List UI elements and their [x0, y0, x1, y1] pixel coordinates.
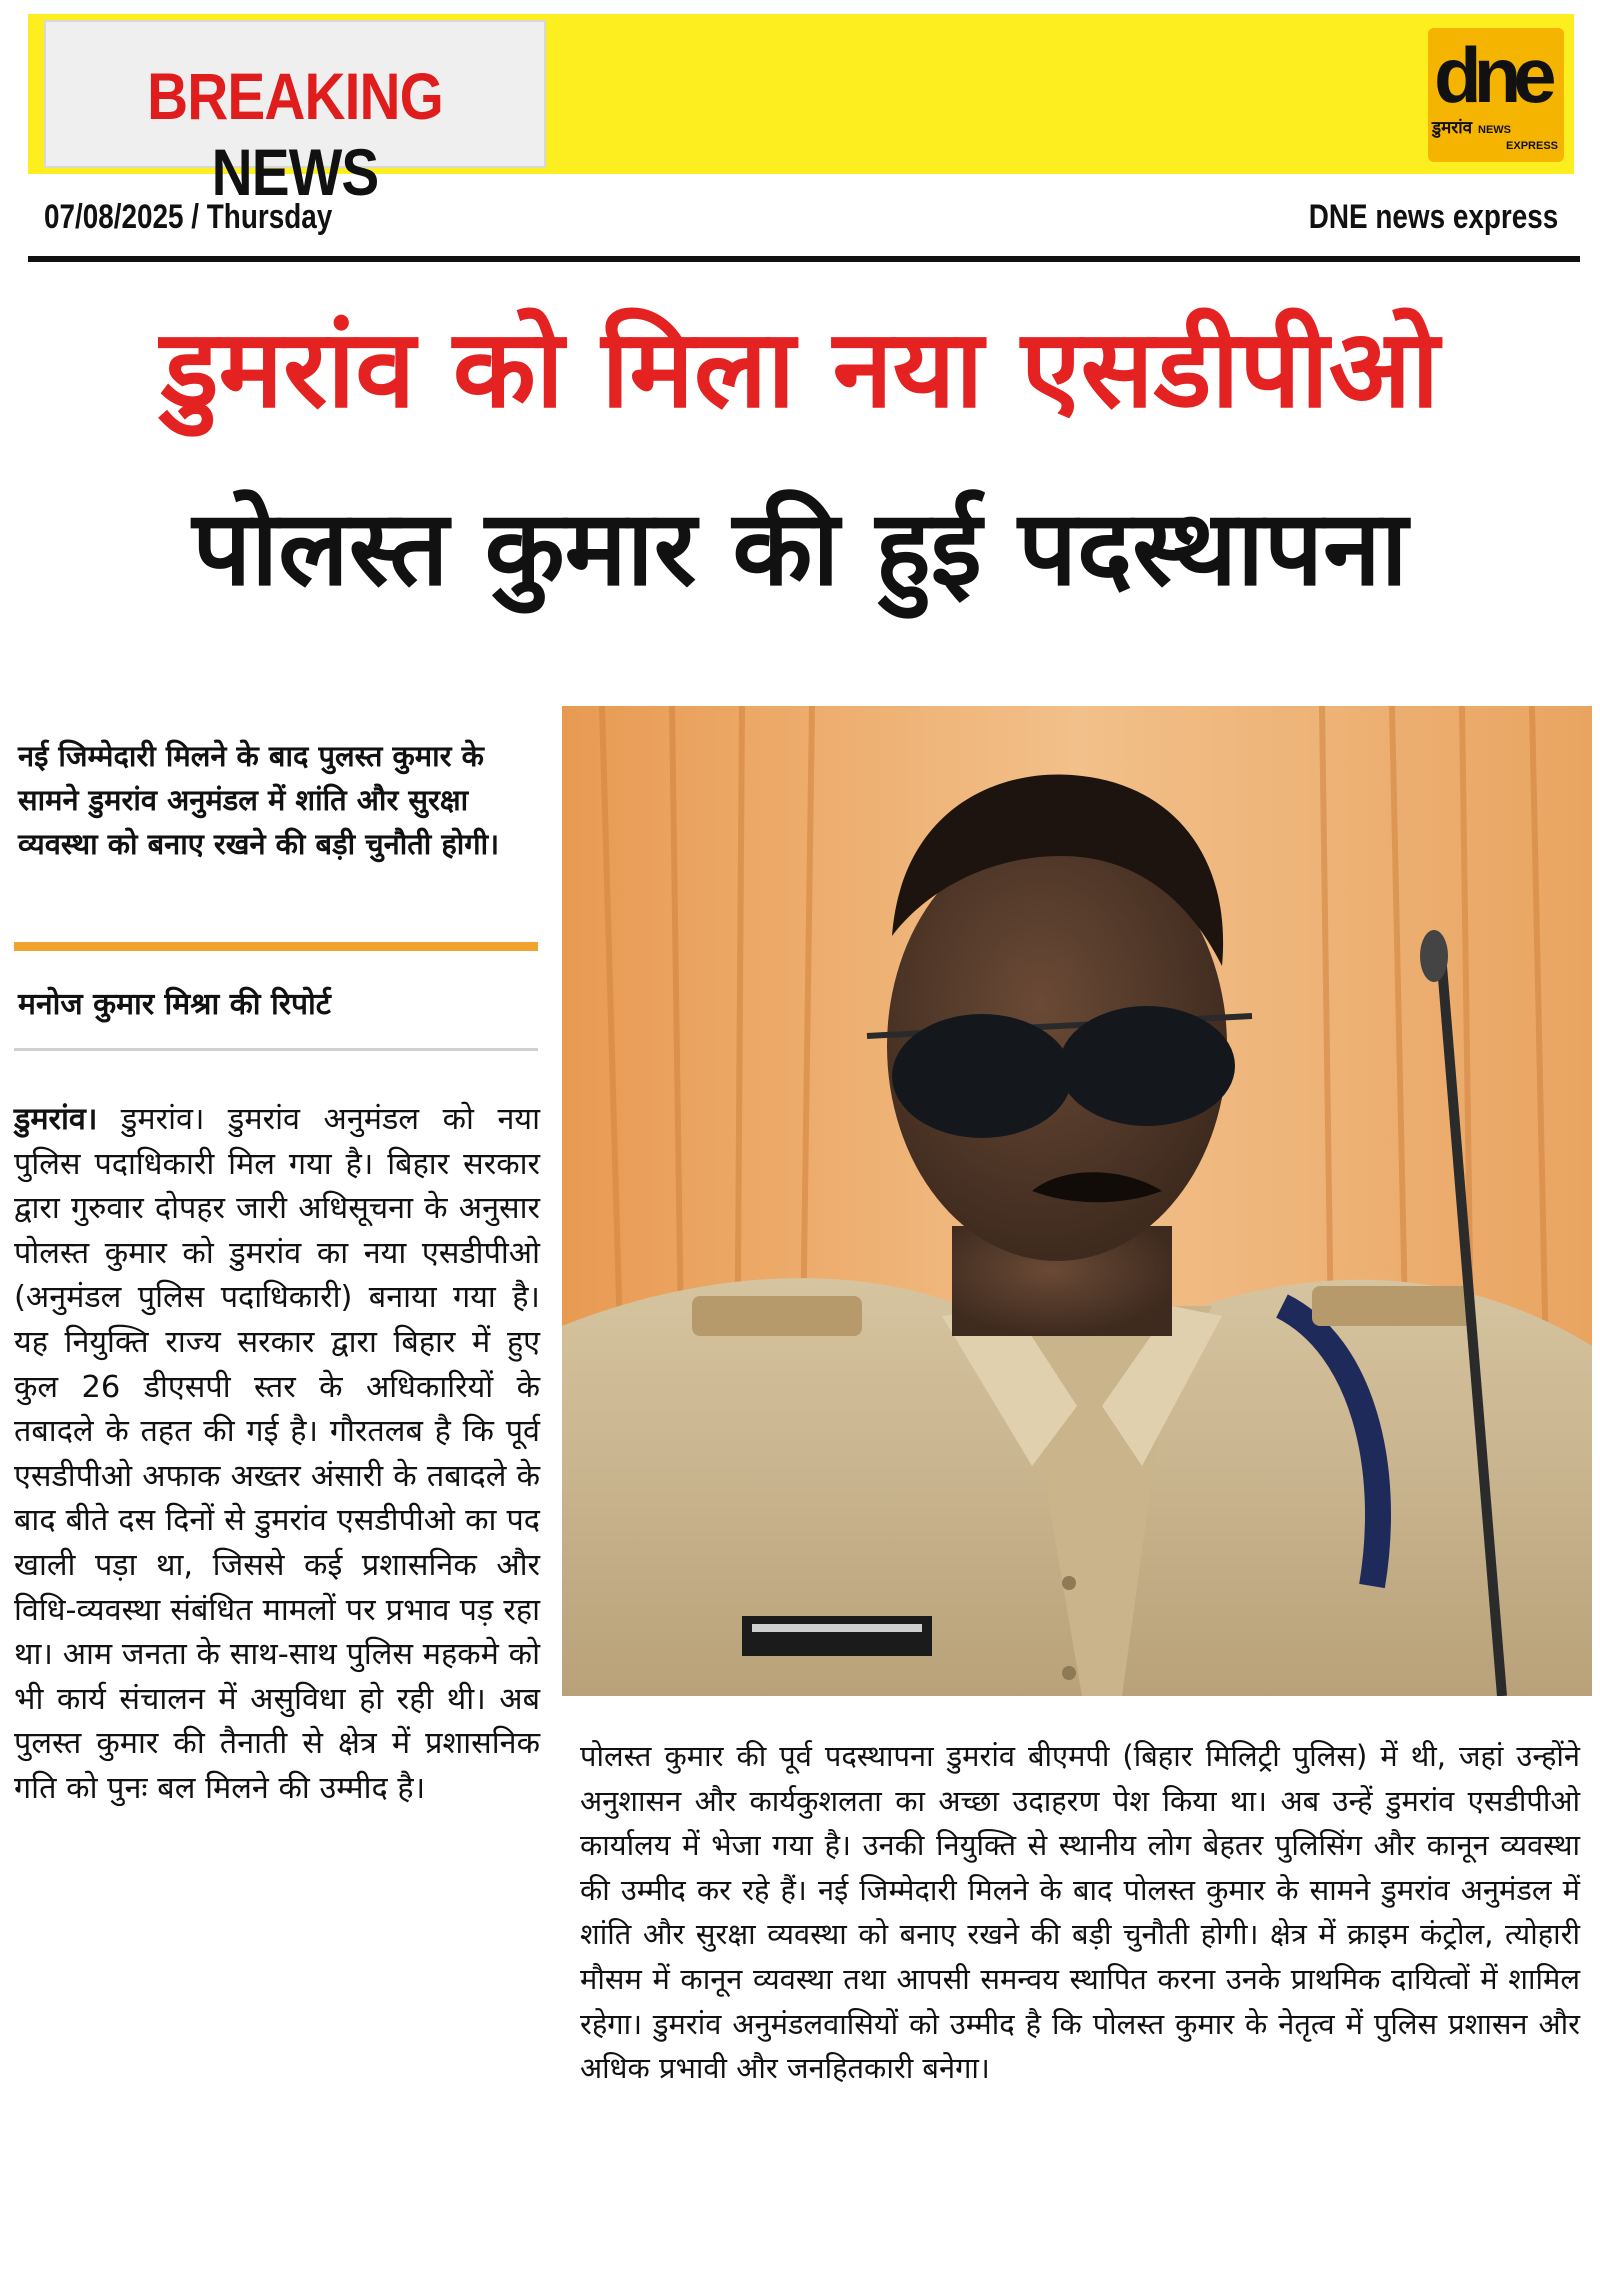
issue-date: 07/08/2025 / Thursday	[44, 198, 333, 236]
orange-divider	[14, 942, 538, 951]
article-body-right: पोलस्त कुमार की पूर्व पदस्थापना डुमरांव बीएमपी (बिहार मिलिट्री पुलिस) में थी, जहां उन्होंने अनुशासन और कार्यकुशलता का अच्छा उदाहरण पेश किया था। अब उन्हें डुमरांव एसडीपीओ कार्यालय में भेजा गया है। उनकी नियुक्ति से स्थानीय लोग बेहतर पुलिसिंग और कानून व्यवस्था की उम्मीद कर रहे हैं। नई जिम्मेदारी मिलने के बाद पोलस्त कुमार के सामने डुमरांव अनुमंडल में शांति और सुरक्षा व्यवस्था को बनाए रखने की बड़ी चुनौती होगी। क्षेत्र में क्राइम कंट्रोल, त्योहारी मौसम में कानून व्यवस्था तथा आपसी समन्वय स्थापित करना उनके प्राथमिक दायित्वों में शामिल रहेगा। डुमरांव अनुमंडलवासियों को उम्मीद है कि पोलस्त कुमार के नेतृत्व में पुलिस प्रशासन और अधिक प्रभावी और जनहितकारी बनेगा।	[580, 1739, 1580, 2086]
article-body-left	[14, 1098, 540, 1812]
logo-hindi-name: डुमरांव	[1432, 118, 1473, 138]
news-word: NEWS	[211, 135, 379, 209]
breaking-news-text	[81, 58, 509, 210]
headline-line-1: डुमरांव को मिला नया एसडीपीओ	[160, 307, 1440, 432]
breaking-word: BREAKING	[147, 59, 443, 133]
header-divider	[28, 256, 1580, 262]
pull-quote: नई जिम्मेदारी मिलने के बाद पुलस्त कुमार के सामने डुमरांव अनुमंडल में शांति और सुरक्षा व्यवस्था को बनाए रखने की बड़ी चुनौती होगी।	[18, 739, 500, 861]
dne-logo	[1428, 28, 1564, 162]
article-text-left: डुमरांव। डुमरांव अनुमंडल को नया पुलिस पदाधिकारी मिल गया है। बिहार सरकार द्वारा गुरुवार दोपहर जारी अधिसूचना के अनुसार पोलस्त कुमार को डुमरांव का नया एसडीपीओ (अनुमंडल पुलिस पदाधिकारी) बनाया गया है। यह नियुक्ति राज्य सरकार द्वारा बिहार में हुए कुल 26 डीएसपी स्तर के अधिकारियों के तबादले के तहत की गई है। गौरतलब है कि पूर्व एसडीपीओ अफाक अख्तर अंसारी के तबादले के बाद बीते दस दिनों से डुमरांव एसडीपीओ का पद खाली पड़ा था, जिससे कई प्रशासनिक और विधि-व्यवस्था संबंधित मामलों पर प्रभाव पड़ रहा था। आम जनता के साथ-साथ पुलिस महकमे को भी कार्य संचालन में असुविधा हो रही थी। अब पुलस्त कुमार की तैनाती से क्षेत्र में प्रशासनिक गति को पुनः बल मिलने की उम्मीद है।	[14, 1102, 540, 1806]
article-dateline: डुमरांव।	[14, 1102, 98, 1137]
byline: मनोज कुमार मिश्रा की रिपोर्ट	[18, 987, 331, 1022]
breaking-news-banner	[44, 20, 546, 209]
paper-name: DNE news express	[1308, 198, 1558, 236]
logo-subtitle	[1432, 118, 1560, 140]
logo-news: NEWS	[1478, 124, 1511, 136]
grey-divider	[14, 1048, 538, 1051]
officer-photo	[562, 706, 1592, 1696]
headline-line-2: पोलस्त कुमार की हुई पदस्थापना	[192, 487, 1408, 609]
logo-letters: dne	[1434, 31, 1549, 119]
logo-express: EXPRESS	[1506, 140, 1558, 152]
